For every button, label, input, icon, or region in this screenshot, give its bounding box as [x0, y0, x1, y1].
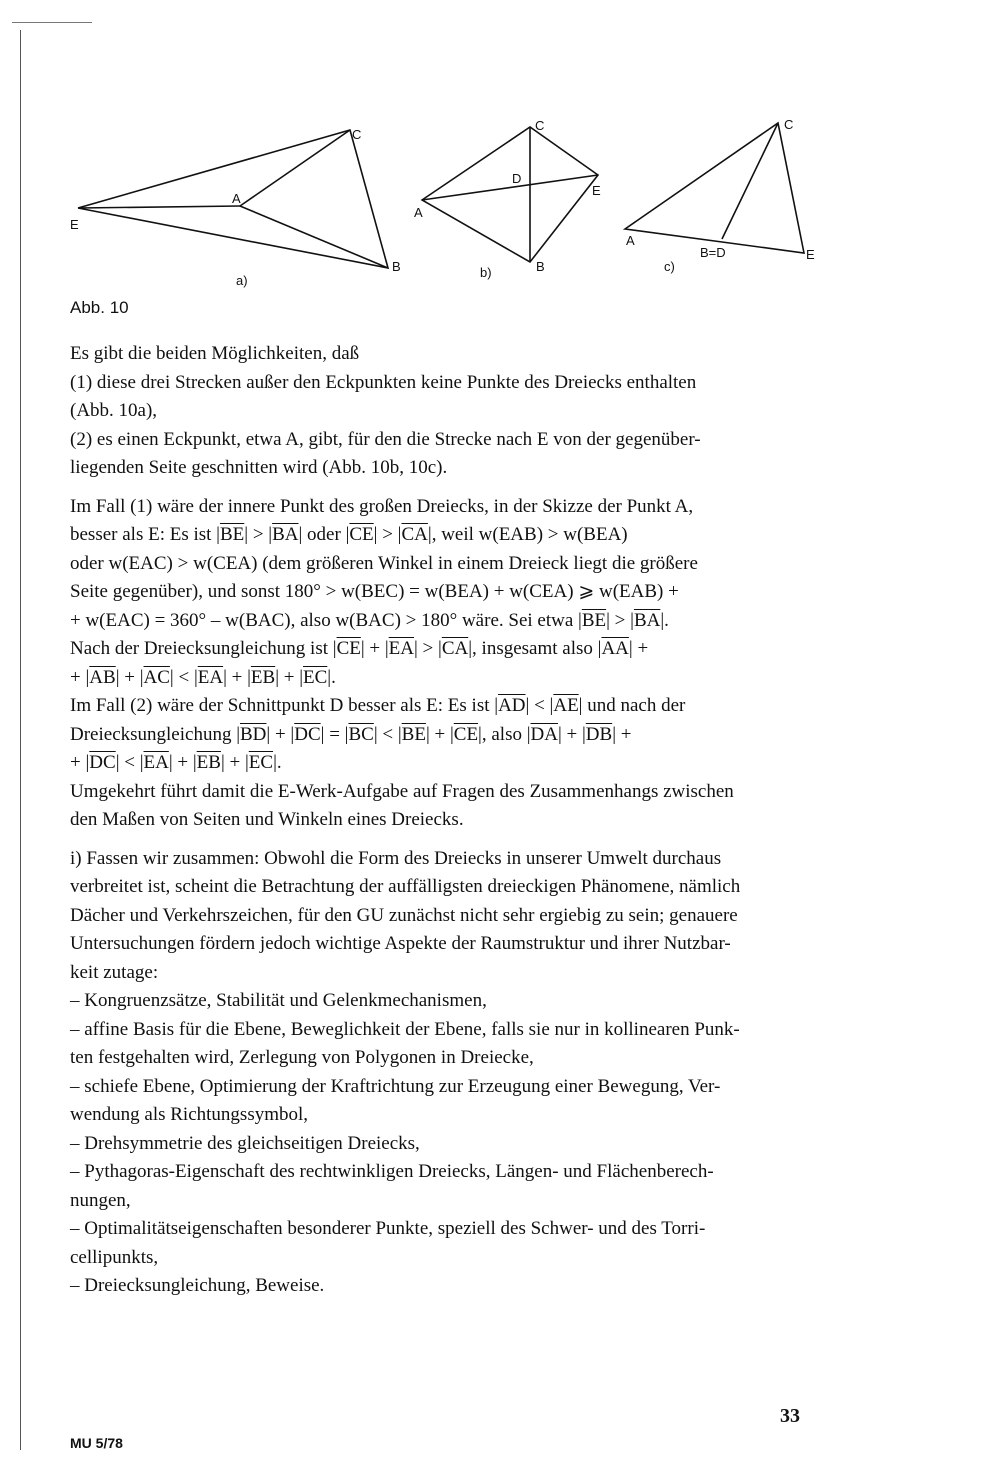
text-run: + | — [70, 666, 90, 688]
segment-ba: $\overline{BA}$ — [272, 524, 299, 545]
text-run: | oder | — [298, 524, 350, 545]
fig-a-segment-ea — [78, 206, 240, 208]
segment-ce: $\overline{CE}$ — [453, 723, 479, 745]
text-run: | + | — [220, 752, 249, 773]
text-line: Im Fall (1) wäre der innere Punkt des großen Dreiecks, in der Skizze der Punkt A, — [70, 495, 694, 517]
figure-svg — [60, 105, 840, 305]
fig-c-label-a: A — [626, 233, 635, 248]
text-run: |. — [327, 666, 336, 688]
segment-db: $\overline{DB}$ — [585, 723, 613, 745]
text-run: | + | — [425, 723, 454, 745]
paragraph-cases — [70, 340, 800, 483]
text-line: i) Fassen wir zusammen: Obwohl die Form des Dreiecks in unserer Umwelt durchaus — [70, 847, 722, 869]
fig-b-segment-ae — [422, 175, 598, 200]
text-line: keit zutage: — [70, 961, 159, 983]
text-run: | + — [628, 638, 649, 659]
text-run: Nach der Dreiecksungleichung ist | — [70, 638, 337, 659]
segment-ae: $\overline{AE}$ — [553, 695, 579, 716]
segment-ea: $\overline{EA}$ — [388, 638, 414, 659]
text-line: Untersuchungen fördern jedoch wichtige Aspekte der Raumstruktur und ihrer Nutzbar- — [70, 933, 731, 954]
list-item-continuation: cellipunkts, — [70, 1246, 159, 1268]
text-line: liegenden Seite geschnitten wird (Abb. 10b, 10c). — [70, 457, 448, 478]
segment-ca: $\overline{CA}$ — [401, 524, 428, 545]
text-run: | > | — [373, 524, 402, 545]
text-run: besser als E: Es ist | — [70, 524, 220, 545]
text-line — [70, 721, 800, 750]
list-item-continuation: wendung als Richtungssymbol, — [70, 1104, 309, 1125]
segment-bc: $\overline{BC}$ — [348, 723, 374, 745]
list-item: – Optimalitätseigenschaften besonderer Punkte, speziell des Schwer- und des Torri- — [70, 1218, 706, 1239]
fig-b — [422, 127, 598, 262]
fig-a-label-e: E — [70, 217, 79, 232]
text-run: | < | — [169, 666, 198, 688]
segment-be: $\overline{BE}$ — [581, 609, 607, 631]
segment-be: $\overline{BE}$ — [401, 723, 426, 745]
text-run: | + | — [557, 723, 586, 745]
text-line: Dächer und Verkehrszeichen, für den GU zunächst nicht sehr ergiebig zu sein; genauere — [70, 904, 738, 926]
text-run: | > | — [244, 524, 273, 545]
body-text — [70, 340, 800, 1311]
segment-ca: $\overline{CA}$ — [441, 638, 469, 659]
figure-caption: Abb. 10 — [70, 298, 129, 317]
fig-b-tag: b) — [480, 265, 492, 280]
text-run: |, weil w(EAB) > w(BEA) — [427, 524, 628, 545]
segment-ea: $\overline{EA}$ — [143, 752, 169, 773]
page-number: 33 — [780, 1405, 800, 1427]
fig-b-label-e: E — [592, 183, 601, 198]
segment-be: $\overline{BE}$ — [219, 524, 245, 545]
list-item: – schiefe Ebene, Optimierung der Kraftrichtung zur Erzeugung einer Bewegung, Ver- — [70, 1075, 721, 1097]
fig-c-segment-cb — [722, 123, 778, 239]
text-run: + | — [70, 752, 90, 773]
segment-dc: $\overline{DC}$ — [294, 723, 321, 745]
paragraph-summary — [70, 845, 800, 1301]
segment-ce: $\overline{CE}$ — [349, 524, 374, 545]
text-line: (2) es einen Eckpunkt, etwa A, gibt, für den die Strecke nach E von der gegenüber- — [70, 428, 701, 450]
list-item: – Drehsymmetrie des gleichseitigen Dreiecks, — [70, 1132, 420, 1154]
fig-b-label-c: C — [535, 118, 545, 133]
text-run: |, insgesamt also | — [468, 638, 602, 659]
figure-abb-10 — [60, 105, 840, 305]
text-run: | > | — [606, 609, 634, 631]
segment-ad: $\overline{AD}$ — [498, 695, 526, 716]
fig-c-tag: c) — [664, 259, 675, 274]
paragraph-proof — [70, 493, 800, 835]
segment-eb: $\overline{EB}$ — [250, 666, 276, 688]
fig-c-label-e: E — [806, 247, 815, 262]
text-run: + w(EAC) = 360° – w(BAC), also w(BAC) > 180° wäre. Sei etwa | — [70, 609, 582, 631]
text-run: | + | — [360, 638, 389, 659]
text-line: Es gibt die beiden Möglichkeiten, daß — [70, 343, 360, 364]
fig-a-label-a: A — [232, 191, 241, 206]
text-run: | + | — [275, 666, 304, 688]
fig-a-label-c: C — [352, 127, 362, 142]
text-line: Seite gegenüber), und sonst 180° > w(BEC) = w(BEA) + w(CEA) ⩾ w(EAB) + — [70, 581, 679, 602]
text-line: Umgekehrt führt damit die E-Werk-Aufgabe auf Fragen des Zusammenhangs zwischen — [70, 780, 734, 802]
text-run: | + — [612, 723, 632, 745]
fig-a-segment-ac — [240, 130, 350, 206]
text-line — [70, 635, 800, 664]
fig-c-label-bd: B=D — [700, 245, 726, 260]
text-line: (1) diese drei Strecken außer den Eckpunkten keine Punkte des Dreiecks enthalten — [70, 371, 697, 393]
segment-ec: $\overline{EC}$ — [248, 752, 274, 773]
text-run: | < | — [115, 752, 144, 773]
fig-c-label-c: C — [784, 117, 794, 132]
list-item: – Pythagoras-Eigenschaft des rechtwinkligen Dreiecks, Längen- und Flächenberech- — [70, 1161, 714, 1182]
segment-bd: $\overline{BD}$ — [240, 723, 267, 745]
fig-c — [625, 123, 804, 253]
list-item-continuation: nungen, — [70, 1189, 131, 1211]
segment-aa: $\overline{AA}$ — [601, 638, 629, 659]
fig-b-label-d: D — [512, 171, 522, 186]
text-line: oder w(EAC) > w(CEA) (dem größeren Winkel in einem Dreieck liegt die größere — [70, 552, 698, 574]
text-run: |. — [660, 609, 669, 631]
text-run: |, also | — [478, 723, 531, 745]
text-run: Im Fall (2) wäre der Schnittpunkt D besser als E: Es ist | — [70, 695, 499, 716]
segment-ce: $\overline{CE}$ — [336, 638, 361, 659]
text-line — [70, 664, 800, 693]
fig-a-segment-ab — [240, 206, 388, 268]
segment-ea: $\overline{EA}$ — [197, 666, 224, 688]
fig-b-label-b: B — [536, 259, 545, 274]
segment-eb: $\overline{EB}$ — [196, 752, 221, 773]
list-item-continuation: ten festgehalten wird, Zerlegung von Polygonen in Dreiecke, — [70, 1047, 534, 1068]
list-item: – Kongruenzsätze, Stabilität und Gelenkmechanismen, — [70, 990, 487, 1011]
text-line — [70, 749, 800, 778]
text-line — [70, 521, 800, 550]
text-run: | < | — [525, 695, 554, 716]
segment-da: $\overline{DA}$ — [530, 723, 558, 745]
fig-a-label-b: B — [392, 259, 401, 274]
text-run: |. — [273, 752, 282, 773]
list-item: – Dreiecksungleichung, Beweise. — [70, 1275, 325, 1296]
text-run: | + | — [223, 666, 251, 688]
segment-dc: $\overline{DC}$ — [89, 752, 116, 773]
text-line: den Maßen von Seiten und Winkeln eines Dreiecks. — [70, 809, 464, 830]
text-run: | > | — [414, 638, 442, 659]
segment-ac: $\overline{AC}$ — [143, 666, 170, 688]
text-run: | + | — [266, 723, 295, 745]
segment-ec: $\overline{EC}$ — [303, 666, 328, 688]
margin-tick — [12, 22, 92, 23]
text-line: (Abb. 10a), — [70, 400, 158, 421]
text-line: verbreitet ist, scheint die Betrachtung der auffälligsten dreieckigen Phänomene, nämlich — [70, 876, 741, 897]
text-line — [70, 692, 800, 721]
fig-b-quadrilateral — [422, 127, 598, 262]
text-run: | + | — [115, 666, 144, 688]
segment-ba: $\overline{BA}$ — [633, 609, 661, 631]
fig-c-triangle — [625, 123, 804, 253]
list-item: – affine Basis für die Ebene, Beweglichkeit der Ebene, falls sie nur in kollinearen Punk- — [70, 1018, 740, 1040]
segment-ab: $\overline{AB}$ — [89, 666, 116, 688]
fig-a-tag: a) — [236, 273, 248, 288]
text-run: | < | — [373, 723, 402, 745]
margin-rule — [20, 30, 21, 1450]
text-run: Dreiecksungleichung | — [70, 723, 240, 745]
text-run: | = | — [320, 723, 349, 745]
fig-b-label-a: A — [414, 205, 423, 220]
text-line — [70, 607, 800, 636]
text-run: | und nach der — [578, 695, 686, 716]
journal-reference: MU 5/78 — [70, 1435, 123, 1451]
text-run: | + | — [168, 752, 197, 773]
